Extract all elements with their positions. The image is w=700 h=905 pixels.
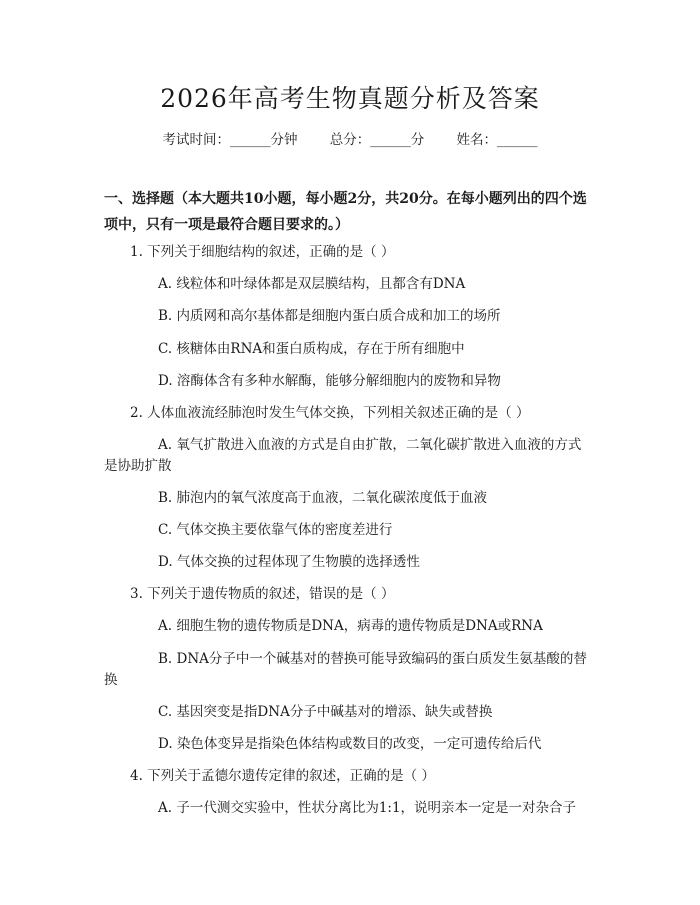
section-heading: 一、选择题（本大题共10小题，每小题2分，共20分。在每小题列出的四个选项中，只有一项是最符合题目要求的。） (104, 191, 587, 233)
option-b-continuation: 换 (104, 672, 118, 688)
option-a: A. 细胞生物的遗传物质是DNA，病毒的遗传物质是DNA或RNA (158, 618, 543, 634)
question-stem: 3. 下列关于遗传物质的叙述，错误的是（ ） (130, 586, 395, 602)
option-d: D. 溶酶体含有多种水解酶，能够分解细胞内的废物和异物 (158, 373, 501, 389)
option-d: D. 气体交换的过程体现了生物膜的选择透性 (158, 554, 420, 570)
question-stem: 1. 下列关于细胞结构的叙述，正确的是（ ） (130, 244, 395, 260)
option-c: C. 气体交换主要依靠气体的密度差进行 (158, 522, 393, 538)
student-name: 姓名：______ (456, 132, 538, 148)
exam-meta (0, 130, 700, 150)
option-b: B. 内质网和高尔基体都是细胞内蛋白质合成和加工的场所 (158, 308, 501, 324)
option-a-continuation: 是协助扩散 (104, 458, 172, 474)
option-c: C. 基因突变是指DNA分子中碱基对的增添、缺失或替换 (158, 704, 493, 720)
option-a: A. 子一代测交实验中，性状分离比为1:1，说明亲本一定是一对杂合子 (158, 800, 577, 816)
question-stem: 2. 人体血液流经肺泡时发生气体交换，下列相关叙述正确的是（ ） (130, 405, 530, 421)
option-d: D. 染色体变异是指染色体结构或数目的改变，一定可遗传给后代 (158, 736, 542, 752)
option-a: A. 线粒体和叶绿体都是双层膜结构，且都含有DNA (158, 276, 466, 292)
page-title: 2026年高考生物真题分析及答案 (160, 84, 540, 113)
option-b: B. 肺泡内的氧气浓度高于血液，二氧化碳浓度低于血液 (158, 490, 488, 506)
option-b: B. DNA分子中一个碱基对的替换可能导致编码的蛋白质发生氨基酸的替 (158, 651, 587, 667)
question-stem: 4. 下列关于孟德尔遗传定律的叙述，正确的是（ ） (130, 768, 435, 784)
total-score: 总分：______分 (329, 132, 425, 148)
option-c: C. 核糖体由RNA和蛋白质构成，存在于所有细胞中 (158, 341, 465, 357)
exam-time: 考试时间：______分钟 (162, 132, 298, 148)
option-a: A. 氧气扩散进入血液的方式是自由扩散，二氧化碳扩散进入血液的方式 (158, 437, 582, 453)
